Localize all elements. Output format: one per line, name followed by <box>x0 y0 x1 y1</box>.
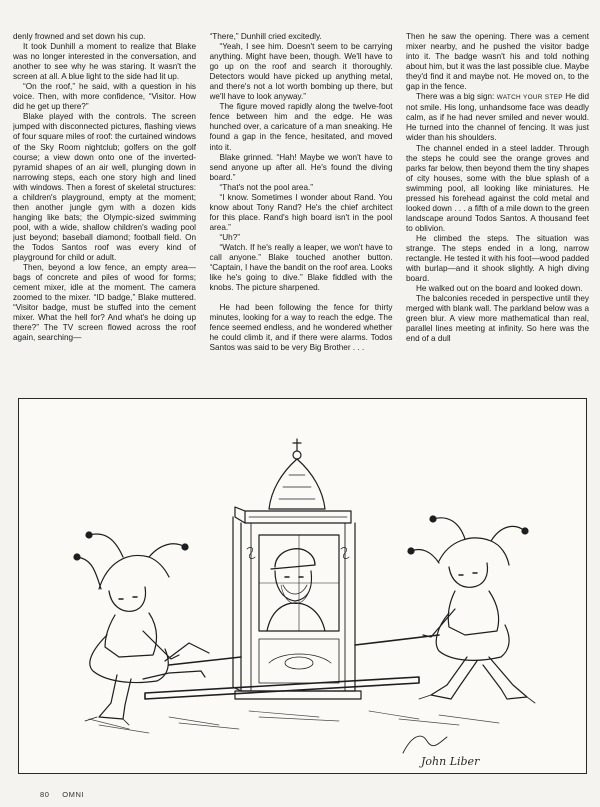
ground-hatching <box>89 711 499 733</box>
paragraph: Then, beyond a low fence, an empty area—bags of concrete and piles of wood for forms; cement mixer, idle at the moment. The camera zoomed to the mixer. “ID badge,” Blake muttered. “Visitor badge, must be stuffed into the cement mixer. What the hell for? And what's he doing up there?” The TV screen flowed across the roof again, searching— <box>13 263 196 343</box>
column-2 <box>210 32 393 397</box>
paragraph: “Yeah, I see him. Doesn't seem to be carrying anything. Might have been, though. We'll have to go up on the roof and search it thoroughly. Detectors would have picked up anything metal, and there's not a lot worth bombing up there, but we'll have to look anyway.” <box>209 42 393 102</box>
sign-intro: There was a big sign: <box>416 92 495 102</box>
paragraph: “There,” Dunhill cried excitedly. <box>209 32 322 41</box>
paragraph: denly frowned and set down his cup. <box>13 32 146 41</box>
paragraph: He walked out on the board and looked down. <box>416 284 583 294</box>
paragraph: “On the roof,” he said, with a question in his voice. Then, with more confidence, “Visitor. How did he get up there?” <box>13 82 196 112</box>
paragraph: Blake played with the controls. The screen jumped with disconnected pictures, flashing views of four square miles of roof: the curtained windows of the Sky Room nightclub; golfers on the golf course; a view down onto one of the inverted-pyramid shapes of an air well, plunging down in narrowing steps, each one story high and lined with windows. Then a forest of skeletal structures: a children's playground, empty at the moment; then another jungle gym with a dozen kids hanging like bats; the Olympic-sized swimming pool, with a wide, shallow children's wading pool just beyond; baseball diamond; football field. On the Todos Santos roof was every kind of playground for child or adult. <box>13 112 196 263</box>
paragraph: Then he saw the opening. There was a cement mixer nearby, and he pushed the visitor badge into it. The badge wasn't his and told nothing about him, but it was the last possible clue. Maybe they'd find it and maybe not. He moved on, to the gap in the fence. <box>406 32 589 92</box>
column-3 <box>406 32 589 397</box>
paragraph: “Watch. If he's really a leaper, we won't have to call anyone.” Blake touched another button. “Captain, I have the bandit on the roof area. Looks like he's going to dive.” Blake fiddled with the knobs. The picture sharpened. <box>209 242 393 293</box>
article-columns <box>13 32 589 397</box>
page-number: 80 <box>40 790 50 799</box>
paragraph: The balconies receded in perspective until they merged with blank wall. The parkland below was a green blur. A view more mathematical than real, parallel lines meeting at infinity. So here was the end of a dull <box>406 294 589 344</box>
page-footer <box>40 790 94 799</box>
magazine-name: OMNI <box>62 790 85 799</box>
paragraph: Blake grinned. “Hah! Maybe we won't have to send anyone up after all. He's found the diving board.” <box>209 152 393 182</box>
jester-hat <box>411 518 525 565</box>
paragraph: It took Dunhill a moment to realize that Blake was no longer interested in the conversation, and another to see why he was staring. It wasn't the screen at all. A blue light to the side had lit up. <box>13 42 196 82</box>
signature-text: John Liber <box>421 755 480 768</box>
paragraph: “Uh?” <box>219 232 240 242</box>
sedan-chair <box>233 439 361 699</box>
paragraph: He climbed the steps. The situation was strange. The steps ended in a long, narrow rectangle. He tested it with his foot—wood padded with burlap—and it shook slightly. A high diving board. <box>406 233 589 284</box>
right-jester-bearer <box>408 516 535 703</box>
artist-signature <box>403 736 480 768</box>
jester-hat <box>77 534 185 589</box>
paragraph <box>406 92 589 143</box>
paragraph-continuation: He did not smile. His long, unhandsome face was deadly calm, as if he had never smiled and never would. He turned into the channel of fencing. It was just wider than his shoulders. <box>406 92 589 143</box>
paragraph: He had been following the fence for thirty minutes, looking for a way to reach the edge. The fence seemed endless, and he wondered whether he could climb it, and if there were alarms. Todos Santos was said to be very Big Brother . . . <box>209 303 393 353</box>
sedan-chair-illustration <box>18 398 587 774</box>
paragraph: “That's not the pool area.” <box>219 182 313 192</box>
paragraph: The figure moved rapidly along the twelve-foot fence between him and the edge. He was hunched over, a caricature of a man sneaking. He found a gap in the fence, hesitated, and moved into it. <box>209 102 393 152</box>
paragraph: The channel ended in a steel ladder. Through the steps he could see the orange groves and parks far below, then beyond them the tiny shapes of city houses, some with the blue splash of a swimming pool, all looking like miniatures. He pressed his forehead against the cold metal and looked down . . . a fifth of a mile down to the green landscape around Todos Santos. A thousand feet to oblivion. <box>406 143 589 233</box>
warning-sign-text: WATCH YOUR STEP <box>496 94 563 102</box>
carrying-poles <box>145 635 439 699</box>
passenger-hat <box>271 549 315 569</box>
paragraph: “I know. Sometimes I wonder about Rand. You know about Tony Rand? He's the chief architect for this place. Rand's high board isn't in the pool area.” <box>209 192 393 232</box>
column-1 <box>13 32 196 397</box>
